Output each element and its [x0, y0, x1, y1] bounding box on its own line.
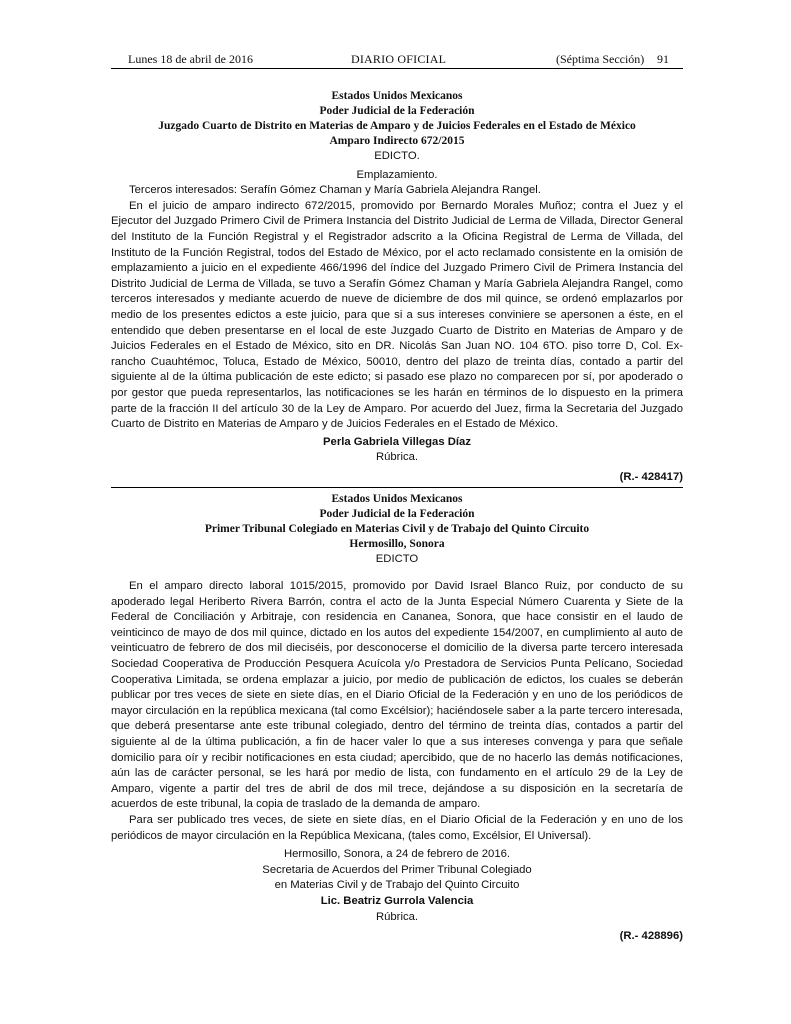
- notice-2-rubrica: Rúbrica.: [375, 910, 419, 923]
- notice-1-subtype: Emplazamiento.: [356, 168, 438, 181]
- notice-1-heading-court: Juzgado Cuarto de Distrito en Materias de Amparo y de Juicios Federales en el Estado de México: [158, 120, 636, 132]
- notice-2-secretary-line-2: en Materias Civil y de Trabajo del Quinto Circuito: [274, 879, 520, 892]
- notice-1-rubrica: Rúbrica.: [375, 451, 419, 464]
- notice-2-heading-branch: Poder Judicial de la Federación: [319, 508, 475, 521]
- notice-2-heading-country: Estados Unidos Mexicanos: [331, 493, 463, 506]
- notice-1-heading-country: Estados Unidos Mexicanos: [331, 90, 463, 102]
- notice-1-interested-parties: Terceros interesados: Serafín Gómez Chaman y María Gabriela Alejandra Rangel.: [129, 184, 541, 197]
- header-date: Lunes 18 de abril de 2016: [128, 52, 253, 66]
- notice-2: [111, 492, 683, 944]
- notice-2-heading-court: Primer Tribunal Colegiado en Materias Civil y de Trabajo del Quinto Circuito: [204, 523, 590, 536]
- notice-1-signer: Perla Gabriela Villegas Díaz: [323, 435, 471, 448]
- notice-1-heading-case: Amparo Indirecto 672/2015: [329, 135, 465, 147]
- notice-1-heading-branch: Poder Judicial de la Federación: [319, 105, 475, 117]
- notice-separator: [111, 487, 683, 488]
- notice-1-body: En el juicio de amparo indirecto 672/2015, promovido por Bernardo Morales Muñoz; contra el Juez y el Ejecutor del Juzgado Primero Civil de Primera Instancia del Distrito Judicial de Lerma de Villada, Director General del Instituto de la Función Registral y el Registrador adscrito a la Oficina Registral de Lerma de Villada, del Instituto de la Función Registral, todos del Estado de México, por el acto reclamado consistente en la omisión de emplazamiento a juicio en el expediente 466/1996 del índice del Juzgado Primero Civil de Primera Instancia del Distrito Judicial de Lerma de Villada, se tuvo a Serafín Gómez Chaman y María Gabriela Alejandra Rangel, como terceros interesados y mediante acuerdo de nueve de diciembre de dos mil quince, se ordenó emplazarlos por medio de los presentes edictos a este juicio, para que si a sus intereses conviniere se apersonen a éste, en el entendido que deben presentarse en el local de este Juzgado Cuarto de Distrito en Materias de Amparo y de Juicios Federales en el Estado de México, sito en DR. Nicolás San Juan NO. 104 6TO. piso torre D, Col. Ex-rancho Cuauhtémoc, Toluca, Estado de México, 50010, dentro del plazo de treinta días, contado a partir del siguiente al de la última publicación de este edicto; si pasado ese plazo no comparecen por sí, por apoderado o por gestor que pueda representarlos, las notificaciones se les harán en términos de lo dispuesto en la primera parte de la fracción II del artículo 30 de la Ley de Amparo. Por acuerdo del Juez, firma la Secretaria del Juzgado Cuarto de Distrito en Materias de Amparo y de Juicios Federales en el Estado de México.: [111, 199, 683, 431]
- notice-2-reference: (R.- 428896): [619, 930, 683, 943]
- notice-1-reference: (R.- 428417): [619, 470, 683, 483]
- notice-2-place-date: Hermosillo, Sonora, a 24 de febrero de 2016.: [283, 848, 511, 861]
- notice-2-publication-order: Para ser publicado tres veces, de siete en siete días, en el Diario Oficial de la Federación y en uno de los periódicos de mayor circulación en la República Mexicana, (tales como, Excélsior, El Universal).: [111, 813, 683, 842]
- header-page-number: 91: [657, 52, 669, 66]
- header-section: (Séptima Sección): [556, 52, 645, 66]
- notice-2-type: EDICTO: [375, 553, 419, 566]
- notice-2-heading-location: Hermosillo, Sonora: [349, 538, 445, 551]
- notice-2-body: En el amparo directo laboral 1015/2015, promovido por David Israel Blanco Ruiz, por conducto de su apoderado legal Heriberto Rivera Barrón, contra el acto de la Junta Especial Número Cuarenta y Siete de la Federal de Conciliación y Arbitraje, con residencia en Cananea, Sonora, que hace consistir en el laudo de veinticinco de mayo de dos mil quince, dictado en los autos del expediente 154/2007, en cumplimiento al auto de veinticuatro de febrero de dos mil dieciséis, por desconocerse el domicilio de la diversa parte tercero interesada Sociedad Cooperativa de Producción Pesquera Acuícola y/o Prestadora de Servicios Punta Pelícano, Sociedad Cooperativa Limitada, se ordena emplazar a juicio, por medio de publicación de edictos, los cuales se deberán publicar por tres veces de siete en siete días, en el Diario Oficial de la Federación y en uno de los periódicos de mayor circulación en la república mexicana (tal como Excélsior); haciéndosele saber a la parte tercero interesada, que deberá presentarse ante este tribunal colegiado, dentro del término de treinta días, contados a partir del siguiente al de la última publicación, a fin de hacer valer lo que a sus intereses convenga y para que señale domicilio para oír y recibir notificaciones en esta ciudad; apercibido, que de no hacerlo las demás notificaciones, aún las de carácter personal, se les hará por medio de lista, con fundamento en el artículo 29 de la Ley de Amparo, vigente a partir del tres de abril de dos mil trece, dejándose a su disposición en la secretaría de acuerdos de este tribunal, la copia de traslado de la demanda de amparo.: [111, 580, 683, 811]
- notice-2-secretary-line-1: Secretaria de Acuerdos del Primer Tribunal Colegiado: [262, 863, 532, 876]
- header-rule: [111, 68, 683, 69]
- page-header: [111, 50, 683, 68]
- gazette-page: [111, 50, 683, 945]
- notice-1: [111, 89, 683, 485]
- notice-1-type: EDICTO.: [374, 150, 420, 162]
- notice-2-signer: Lic. Beatriz Gurrola Valencia: [320, 894, 474, 907]
- header-publication: DIARIO OFICIAL: [351, 52, 447, 66]
